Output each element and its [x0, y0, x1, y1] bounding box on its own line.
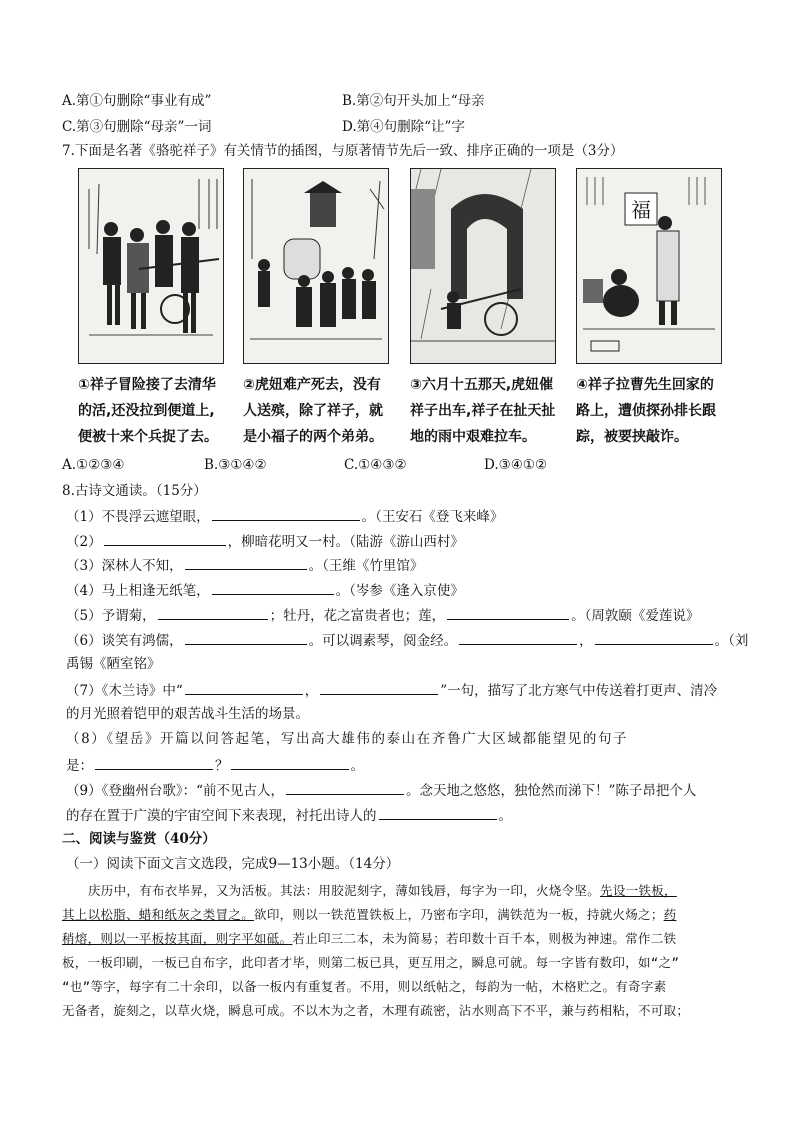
- q8-item-7-tail: ”一句，描写了北方寒气中传送着打更声、清冷: [440, 683, 718, 699]
- caption-3: ③六月十五那天,虎妞催祥子出车,祥子在扯天扯地的雨中艰难拉车。: [410, 377, 556, 445]
- q8-item-5-source: 。（周敦颐《爱莲说》: [571, 608, 700, 624]
- q8-item-9: [66, 780, 696, 800]
- passage-line-3: [62, 928, 740, 951]
- passage-line-6: 无备者，旋刻之，以草火烧，瞬息可成。不以木为之者，木理有疏密，沾水则高下不平，兼与药相粘，不可取；: [62, 1003, 690, 1018]
- q6-option-b: B.第②句开头加上“母亲: [342, 93, 485, 109]
- passage-text: 若止印三二本，未为简易；若印数十百千本，则极为神速。常作二铁: [292, 931, 677, 946]
- q8-item-9-cont: [66, 805, 512, 825]
- q8-item-1-source: 。（王安石《登飞来峰》: [361, 509, 504, 525]
- q8-item-5-text: （5）予谓菊，: [66, 608, 156, 624]
- answer-blank[interactable]: [212, 580, 334, 595]
- q8-item-9-text: （9）《登幽州台歌》：“前不见古人，: [66, 783, 284, 799]
- caption-2: ②虎妞难产死去，没有人送殡，除了祥子，就是小福子的两个弟弟。: [243, 377, 383, 445]
- q8-item-6-source: 禹锡《陋室铭》: [66, 656, 161, 672]
- q8-item-6-comma: ，: [579, 633, 593, 649]
- q8-item-8-end: 。: [350, 758, 364, 774]
- sign-fu-char: 福: [631, 198, 651, 222]
- illustration-4: [576, 168, 722, 364]
- section-2-title: 二、阅读与鉴赏（40分）: [62, 831, 216, 847]
- q8-item-8-q: ？: [215, 758, 229, 774]
- illustration-3-drawing: [411, 169, 555, 363]
- q8-item-9-text2: 的存在置于广漠的宇宙空间下来表现，衬托出诗人的: [66, 808, 377, 824]
- illustration-2: [243, 168, 389, 364]
- passage-underlined: 药: [663, 907, 677, 922]
- answer-blank[interactable]: [231, 755, 349, 770]
- caption-4: ④祥子拉曹先生回家的路上，遭侦探孙排长跟踪，被要挟敲诈。: [576, 377, 716, 445]
- q8-item-7-comma: ，: [304, 683, 319, 699]
- q8-item-5-mid: ；牡丹，花之富贵者也；莲，: [269, 608, 446, 624]
- q7-option-a: A.①②③④: [62, 457, 125, 473]
- q8-item-6-tail: 。（刘: [714, 633, 749, 649]
- q8-item-9-end: 。: [498, 808, 512, 824]
- illustration-2-drawing: [244, 169, 388, 363]
- answer-blank[interactable]: [185, 555, 307, 570]
- answer-blank[interactable]: [595, 630, 713, 645]
- q8-item-8: （8）《望岳》开篇以问答起笔，写出高大雄伟的泰山在齐鲁广大区域都能望见的句子: [66, 731, 629, 747]
- answer-blank[interactable]: [185, 630, 307, 645]
- q6-option-a: A.第①句删除“事业有成”: [62, 93, 212, 109]
- q7-option-d: D.③④①②: [484, 457, 548, 473]
- q8-item-1: [66, 506, 503, 526]
- q7-stem: 7.下面是名著《骆驼祥子》有关情节的插图，与原著情节先后一致、排序正确的一项是（3分）: [62, 143, 624, 159]
- q8-item-3: [66, 555, 423, 575]
- q8-item-7: [66, 680, 717, 700]
- q8-item-4-text: （4）马上相逢无纸笔，: [66, 583, 210, 599]
- caption-1: ①祥子冒险接了去清华的活,还没拉到便道上,便被十来个兵捉了去。: [78, 377, 218, 445]
- illustration-3: [410, 168, 556, 364]
- q8-item-3-text: （3）深林人不知，: [66, 558, 183, 574]
- answer-blank[interactable]: [447, 605, 569, 620]
- illustration-4-drawing: [577, 169, 721, 363]
- q7-option-c: C.①④③②: [344, 457, 407, 473]
- q8-item-7-text: （7）《木兰诗》中“: [66, 683, 183, 699]
- passage-underlined: 先设一铁板，: [600, 883, 677, 898]
- q6-option-d: D.第④句删除“让”字: [342, 119, 465, 135]
- q8-item-4-source: 。（岑参《逢入京使》: [335, 583, 464, 599]
- q6-option-c: C.第③句删除“母亲”一词: [62, 119, 212, 135]
- passage-line-4: 板，一板印刷，一板已自布字，此印者才毕，则第二板已具，更互用之，瞬息可就。每一字皆有数印，如“之”: [62, 955, 680, 970]
- answer-blank[interactable]: [379, 805, 497, 820]
- passage-text: 庆历中，有布衣毕昇，又为活板。其法：用胶泥刻字，薄如钱唇，每字为一印，火烧令坚。: [88, 883, 601, 898]
- q8-item-2-num: （2）: [66, 534, 102, 550]
- answer-blank[interactable]: [212, 506, 360, 521]
- q8-item-2: [66, 531, 464, 551]
- passage-underlined: 稍熔，则以一平板按其面，则字平如砥。: [62, 931, 293, 946]
- q8-stem: 8.古诗文通读。（15分）: [62, 483, 207, 499]
- passage-line-1: [62, 880, 740, 903]
- answer-blank[interactable]: [320, 680, 438, 695]
- q8-item-4: [66, 580, 464, 600]
- q8-item-6-mid: 。可以调素琴，阅金经。: [308, 633, 458, 649]
- illustration-1-drawing: [79, 169, 223, 363]
- q8-item-8-answer: [66, 755, 364, 775]
- passage-text: 欲印，则以一铁范置铁板上，乃密布字印，满铁范为一板，持就火炀之；: [254, 907, 664, 922]
- q8-item-8-label: 是：: [66, 758, 93, 774]
- q8-item-1-text: （1）不畏浮云遮望眼，: [66, 509, 210, 525]
- q8-item-6-text: （6）谈笑有鸿儒，: [66, 633, 183, 649]
- passage-line-5: “也”等字，每字有二十余印，以备一板内有重复者。不用，则以纸帖之，每韵为一帖，木格贮之。有奇字素: [62, 979, 667, 994]
- q8-item-6: [66, 630, 748, 650]
- passage-line-2: [62, 904, 740, 927]
- q7-option-b: B.③①④②: [204, 457, 267, 473]
- answer-blank[interactable]: [104, 531, 226, 546]
- q8-item-7-cont: 的月光照着铠甲的艰苦战斗生活的场景。: [66, 706, 309, 722]
- passage-underlined: 其上以松脂、蜡和纸灰之类冒之。: [62, 907, 255, 922]
- q8-item-2-text: ，柳暗花明又一村。（陆游《游山西村》: [227, 534, 464, 550]
- answer-blank[interactable]: [185, 680, 303, 695]
- answer-blank[interactable]: [158, 605, 268, 620]
- illustration-1: [78, 168, 224, 364]
- answer-blank[interactable]: [286, 780, 404, 795]
- answer-blank[interactable]: [95, 755, 213, 770]
- answer-blank[interactable]: [459, 630, 577, 645]
- q8-item-3-source: 。（王维《竹里馆》: [308, 558, 424, 574]
- q8-item-9-tail: 。念天地之悠悠，独怆然而涕下！”陈子昂把个人: [406, 783, 697, 799]
- section-2-sub: （一）阅读下面文言文选段，完成9—13小题。（14分）: [66, 856, 400, 872]
- q8-item-5: [66, 605, 699, 625]
